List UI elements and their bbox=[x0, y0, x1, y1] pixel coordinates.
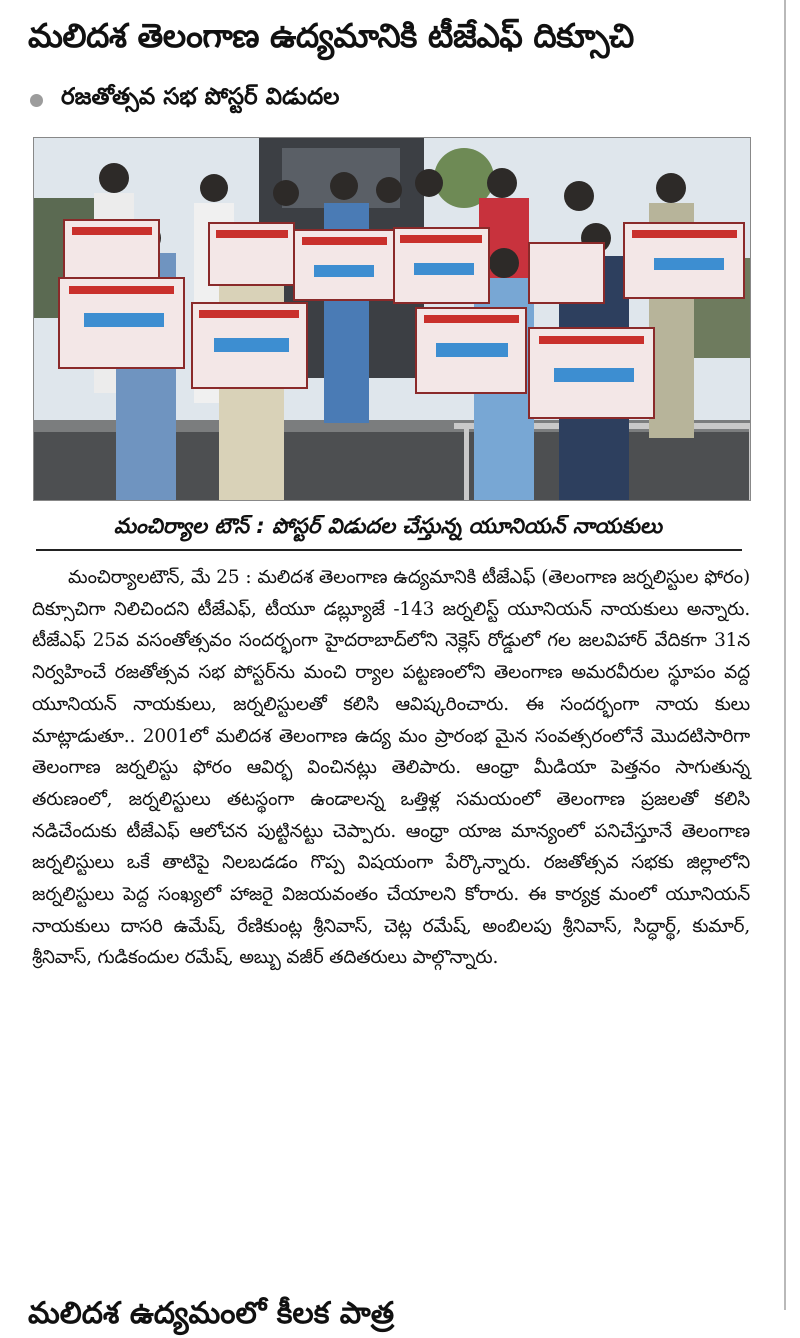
next-article-headline-cropped bbox=[28, 1292, 768, 1331]
article-subheadline: రజతోత్సవ సభ పోస్టర్ విడుదల bbox=[61, 84, 340, 110]
article-photo bbox=[33, 137, 751, 501]
column-divider bbox=[784, 0, 786, 1310]
caption-divider bbox=[36, 549, 742, 551]
bullet-icon bbox=[30, 94, 43, 107]
photo-caption: మంచిర్యాల టౌన్ : పోస్టర్ విడుదల చేస్తున్న యూనియన్ నాయకులు bbox=[113, 514, 663, 538]
subheadline-row bbox=[30, 80, 750, 120]
next-headline-text: మలిదశ ఉద్యమంలో కీలక పాత్ర bbox=[28, 1296, 395, 1331]
article-headline: మలిదశ తెలంగాణ ఉద్యమానికి టీజేఎఫ్ దిక్సూచి bbox=[28, 16, 634, 55]
article-body: మంచిర్యాలటౌన్, మే 25 : మలిదశ తెలంగాణ ఉద్యమానికి టీజేఎఫ్ (తెలంగాణ జర్నలిస్టుల ఫోరం) దిక్సూచిగా నిలిచిందని టీజేఎఫ్, టీయూ డబ్ల్యూజే -143 జర్నలిస్ట్ యూనియన్ నాయకులు అన్నారు. టీజేఎఫ్ 25వ వసంతోత్సవం సందర్భంగా హైదరాబాద్‌లోని నెక్లెస్ రోడ్డులో గల జలవిహార్ వేదికగా 31న నిర్వహించే రజతోత్సవ సభ పోస్టర్‌ను మంచి ర్యాల పట్టణంలోని తెలంగాణ అమరవీరుల స్థూపం వద్ద యూనియన్ నాయకులు, జర్నలిస్టులతో కలిసి ఆవిష్కరించారు. ఈ సందర్భంగా నాయ కులు మాట్లాడుతూ.. 2001లో మలిదశ తెలంగాణ ఉద్య మం ప్రారంభ మైన సంవత్సరంలోనే మొదటిసారిగా తెలంగాణ జర్నలిస్టు ఫోరం ఆవిర్భ వించినట్లు తెలిపారు. ఆంధ్రా మీడియా పెత్తనం సాగుతున్న తరుణంలో, జర్నలిస్టులు తటస్థంగా ఉండాలన్న ఒత్తిళ్ల సమయంలో తెలంగాణ ప్రజలతో కలిసి నడిచేందుకు టీజేఎఫ్ ఆలోచన పుట్టినట్టు చెప్పారు. ఆంధ్రా యాజ మాన్యంలో పనిచేస్తూనే తెలంగాణ జర్నలిస్టులు ఒకే తాటిపై నిలబడడం గొప్ప విషయంగా పేర్కొన్నారు. రజతోత్సవ సభకు జిల్లాలోని జర్నలిస్టులు పెద్ద సంఖ్యలో హాజరై విజయవంతం చేయాలని కోరారు. ఈ కార్యక్ర మంలో యూనియన్ నాయకులు దాసరి ఉమేష్, రేణికుంట్ల శ్రీనివాస్, చెట్ల రమేష్, అంబిలపు శ్రీనివాస్, సిద్ధార్థ్, కుమార్, శ్రీనివాస్, గుడికందుల రమేష్, అబ్బు వజీర్ తదితరులు పాల్గొన్నారు. bbox=[32, 567, 750, 969]
